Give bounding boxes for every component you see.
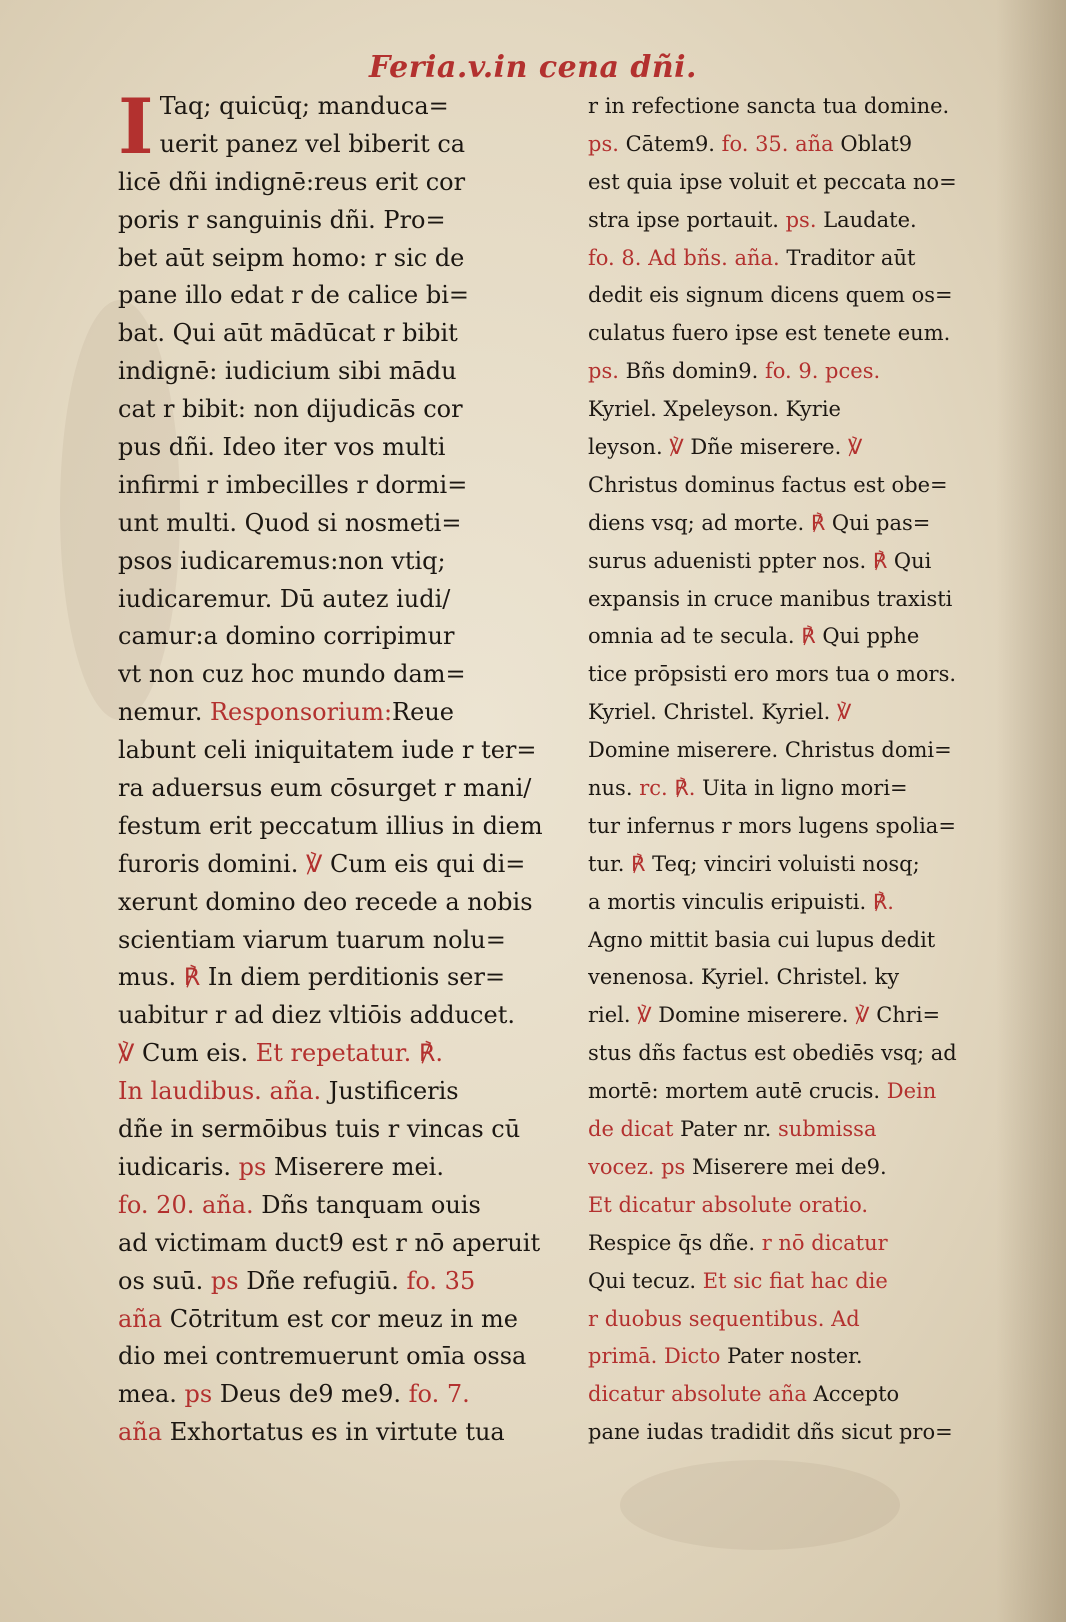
rubric-text: ℣: [836, 700, 852, 725]
text-line: [118, 922, 563, 960]
body-text: vt non cuz hoc mundo dam=: [118, 660, 466, 689]
body-text: Teq; vinciri voluisti nosq;: [652, 851, 920, 876]
text-line: [588, 202, 1028, 240]
text-line: [588, 1187, 1028, 1225]
body-text: Pater noster.: [727, 1344, 863, 1369]
body-text: Domine miserere. Christus domi=: [588, 738, 952, 763]
text-line: [118, 846, 563, 884]
body-text: unt multi. Quod si nosmeti=: [118, 508, 462, 537]
rubric-text: fo. 35. aña: [721, 131, 841, 156]
rubric-text: submissa: [778, 1117, 877, 1142]
body-text: ad victimam duct9 est r nō aperuit: [118, 1228, 541, 1257]
body-text: Traditor aūt: [786, 245, 916, 270]
rubric-text: In laudibus. aña.: [118, 1077, 329, 1106]
text-line: [118, 694, 563, 732]
text-line: [588, 391, 1028, 429]
body-text: psos iudicaremus:non vtiq;: [118, 546, 446, 575]
body-text: Cātem9.: [625, 131, 722, 156]
rubric-text: primā. Dicto: [588, 1344, 728, 1369]
body-text: bet aūt seipm homo: r sic de: [118, 243, 465, 272]
body-text: mus.: [118, 963, 184, 992]
text-line: [588, 770, 1028, 808]
text-line: [118, 581, 563, 619]
text-line: [588, 694, 1028, 732]
body-text: culatus fuero ipse est tenete eum.: [588, 321, 951, 346]
body-text: indignē: iudicium sibi mādu: [118, 357, 457, 386]
body-text: os suū.: [118, 1266, 211, 1295]
text-line: [118, 315, 563, 353]
left-column: [118, 82, 563, 1452]
text-line: [588, 732, 1028, 770]
rubric-text: ℟: [810, 510, 832, 535]
body-text: Bñs domin9.: [625, 359, 765, 384]
text-line: [588, 1111, 1028, 1149]
rubric-text: r duobus sequentibus. Ad: [588, 1306, 860, 1331]
text-line: [588, 1301, 1028, 1339]
body-text: surus aduenisti ppter nos.: [588, 548, 873, 573]
body-text: camur:a domino corripimur: [118, 622, 455, 651]
body-text: a mortis vinculis eripuisti.: [588, 889, 873, 914]
text-line: [118, 1035, 563, 1073]
rubric-text: ℣: [118, 1039, 143, 1068]
text-line: [588, 1225, 1028, 1263]
text-line: [118, 808, 563, 846]
text-line: [588, 240, 1028, 278]
text-line: [588, 1035, 1028, 1073]
body-text: ra aduersus eum cōsurget r mani/: [118, 774, 532, 803]
text-line: [118, 202, 563, 240]
body-text: mortē: mortem autē crucis.: [588, 1079, 887, 1104]
body-text: nus.: [588, 776, 640, 801]
body-text: Deus de9 me9.: [219, 1380, 409, 1409]
body-text: venenosa. Kyriel. Christel. ky: [588, 965, 900, 990]
rubric-text: ℟: [631, 851, 653, 876]
text-line: [118, 1225, 563, 1263]
text-line: [118, 429, 563, 467]
text-line: [588, 126, 1028, 164]
body-text: infirmi r imbecilles r dormi=: [118, 470, 468, 499]
body-text: omnia ad te secula.: [588, 624, 802, 649]
text-line: [118, 1187, 563, 1225]
text-line: [588, 1338, 1028, 1376]
text-line: [118, 1301, 563, 1339]
text-line: [118, 467, 563, 505]
drop-cap-initial: I: [118, 82, 154, 171]
body-text: Kyriel. Xpeleyson. Kyrie: [588, 397, 841, 422]
right-column: [588, 88, 1028, 1452]
rubric-text: ps: [184, 1380, 220, 1409]
text-line: [118, 240, 563, 278]
rubric-text: ℟: [183, 963, 208, 992]
body-text: poris r sanguinis dñi. Pro=: [118, 205, 446, 234]
text-line: [118, 164, 563, 202]
body-text: scientiam viarum tuarum nolu=: [118, 925, 506, 954]
rubric-text: Et dicatur absolute oratio.: [588, 1192, 869, 1217]
text-line: [118, 277, 563, 315]
rubric-text: ps: [238, 1152, 274, 1181]
text-line: [118, 770, 563, 808]
body-text: Accepto: [813, 1382, 900, 1407]
text-line: [118, 959, 563, 997]
text-line: [118, 618, 563, 656]
rubric-text: rc. ℟.: [639, 776, 703, 801]
body-text: Agno mittit basia cui lupus dedit: [588, 927, 936, 952]
body-text: Uita in ligno mori=: [702, 776, 908, 801]
body-text: Qui: [893, 548, 932, 573]
body-text: dio mei contremuerunt omīa ossa: [118, 1342, 527, 1371]
text-line: [118, 884, 563, 922]
rubric-text: fo. 9. pces.: [764, 359, 881, 384]
body-text: Qui tecuz.: [588, 1268, 703, 1293]
rubric-text: fo. 7.: [408, 1380, 470, 1409]
body-text: Christus dominus factus est obe=: [588, 472, 948, 497]
body-text: diens vsq; ad morte.: [588, 510, 811, 535]
body-text: r in refectione sancta tua domine.: [588, 94, 950, 118]
body-text: cat r bibit: non dijudicās cor: [118, 395, 463, 424]
body-text: Cum eis qui di=: [330, 849, 526, 878]
rubric-text: fo. 35: [406, 1266, 476, 1295]
text-line: [588, 922, 1028, 960]
body-text: dedit eis signum dicens quem os=: [588, 283, 953, 308]
body-text: bat. Qui aūt mādūcat r bibit: [118, 319, 458, 348]
body-text: Qui pas=: [831, 510, 931, 535]
text-line: [588, 1149, 1028, 1187]
body-text: Justificeris: [328, 1077, 459, 1106]
body-text: Pater nr.: [680, 1117, 779, 1142]
body-text: Qui pphe: [822, 624, 920, 649]
body-text: Dñs tanquam ouis: [261, 1190, 481, 1219]
text-line: [118, 1376, 563, 1414]
body-text: furoris domini.: [118, 849, 306, 878]
rubric-text: vocez. ps: [588, 1154, 693, 1179]
body-text: uerit panez vel biberit ca: [159, 129, 466, 158]
running-header: Feria.v.in cena dñi.: [368, 50, 698, 85]
text-line: [588, 164, 1028, 202]
body-text: riel.: [588, 1003, 638, 1028]
rubric-text: ℣: [847, 435, 863, 460]
text-line: [118, 1149, 563, 1187]
text-line: [588, 997, 1028, 1035]
body-text: tur.: [588, 851, 632, 876]
rubric-text: aña: [118, 1304, 170, 1333]
text-line: [118, 1338, 563, 1376]
body-text: pus dñi. Ideo iter vos multi: [118, 433, 446, 462]
body-text: festum erit peccatum illius in diem: [118, 811, 543, 840]
text-line: [118, 1263, 563, 1301]
text-line: [588, 959, 1028, 997]
body-text: Exhortatus es in virtute tua: [169, 1418, 505, 1447]
text-line: [588, 429, 1028, 467]
rubric-text: ℣: [855, 1003, 877, 1028]
rubric-text: ℣: [669, 435, 691, 460]
body-text: stus dñs factus est obediēs vsq; ad: [588, 1041, 957, 1066]
body-text: tur infernus r mors lugens spolia=: [588, 813, 956, 838]
text-line: [118, 391, 563, 429]
body-text: nemur.: [118, 698, 210, 727]
text-line: [588, 467, 1028, 505]
rubric-text: fo. 8. Ad bñs. aña.: [588, 245, 787, 270]
text-line: [118, 353, 563, 391]
body-text: expansis in cruce manibus traxisti: [588, 586, 953, 611]
body-text: Dñe refugiū.: [246, 1266, 407, 1295]
body-text: iudicaris.: [118, 1152, 239, 1181]
rubric-text: ℣: [306, 849, 331, 878]
rubric-text: aña: [118, 1418, 170, 1447]
body-text: pane illo edat r de calice bi=: [118, 281, 470, 310]
text-line: [588, 505, 1028, 543]
body-text: est quia ipse voluit et peccata no=: [588, 169, 957, 194]
page-edge-shadow: [996, 0, 1066, 1622]
rubric-text: ps.: [588, 131, 626, 156]
text-line: [118, 1073, 563, 1111]
rubric-text: Et sic fiat hac die: [702, 1268, 888, 1293]
body-text: Domine miserere.: [658, 1003, 856, 1028]
text-line: [588, 581, 1028, 619]
body-text: Miserere mei de9.: [692, 1154, 887, 1179]
body-text: tice prōpsisti ero mors tua o mors.: [588, 662, 957, 687]
text-line: [118, 543, 563, 581]
paper-stain: [620, 1460, 900, 1550]
body-text: Oblat9: [840, 131, 913, 156]
text-line: [118, 997, 563, 1035]
body-text: licē dñi indignē:reus erit cor: [118, 167, 466, 196]
rubric-text: fo. 20. aña.: [118, 1190, 262, 1219]
body-text: In diem perditionis ser=: [207, 963, 506, 992]
text-line: [588, 846, 1028, 884]
rubric-text: ps.: [588, 359, 626, 384]
text-line: [588, 884, 1028, 922]
text-line: [160, 126, 563, 164]
text-line: [118, 1414, 563, 1452]
rubric-text: dicatur absolute aña: [588, 1382, 814, 1407]
rubric-text: r nō dicatur: [761, 1230, 888, 1255]
rubric-text: ℟.: [872, 889, 894, 914]
body-text: stra ipse portauit.: [588, 207, 786, 232]
body-text: Reue: [392, 698, 454, 727]
text-line: [588, 543, 1028, 581]
body-text: Dñe miserere.: [690, 435, 848, 460]
body-text: xerunt domino deo recede a nobis: [118, 887, 533, 916]
rubric-text: ps.: [785, 207, 824, 232]
text-line: [160, 88, 563, 126]
body-text: Respice q̄s dñe.: [588, 1230, 762, 1255]
body-text: leyson.: [588, 435, 670, 460]
body-text: Chri=: [876, 1003, 941, 1028]
text-line: [588, 315, 1028, 353]
text-line: [588, 1263, 1028, 1301]
text-line: [588, 88, 1028, 126]
body-text: Cum eis.: [142, 1039, 256, 1068]
rubric-text: ℣: [637, 1003, 659, 1028]
text-line: [588, 1414, 1028, 1452]
body-text: labunt celi iniquitatem iude r ter=: [118, 736, 537, 765]
rubric-text: Responsorium:: [209, 698, 393, 727]
rubric-text: Dein: [886, 1079, 937, 1104]
body-text: uabitur r ad diez vltiōis adducet.: [118, 1001, 515, 1030]
body-text: Miserere mei.: [273, 1152, 444, 1181]
text-line: [588, 1073, 1028, 1111]
rubric-text: Et repetatur. ℟.: [255, 1039, 443, 1068]
body-text: iudicaremur. Dū autez iudi/: [118, 584, 451, 613]
body-text: dñe in sermōibus tuis r vincas cū: [118, 1115, 521, 1144]
rubric-text: de dicat: [588, 1117, 681, 1142]
body-text: mea.: [118, 1380, 185, 1409]
body-text: Kyriel. Christel. Kyriel.: [588, 700, 837, 725]
text-line: [588, 1376, 1028, 1414]
rubric-text: ℟: [801, 624, 823, 649]
body-text: Taq; quicūq; manduca=: [159, 92, 449, 120]
body-text: Laudate.: [823, 207, 917, 232]
text-line: [118, 1111, 563, 1149]
rubric-text: ℟: [872, 548, 894, 573]
text-line: [118, 656, 563, 694]
text-line: [588, 618, 1028, 656]
body-text: pane iudas tradidit dñs sicut pro=: [588, 1420, 953, 1445]
body-text: Cōtritum est cor meuz in me: [169, 1304, 518, 1333]
text-line: [118, 505, 563, 543]
text-line: [588, 277, 1028, 315]
text-line: [118, 732, 563, 770]
text-line: [588, 808, 1028, 846]
text-line: [588, 656, 1028, 694]
rubric-text: ps: [210, 1266, 247, 1295]
text-line: [588, 353, 1028, 391]
